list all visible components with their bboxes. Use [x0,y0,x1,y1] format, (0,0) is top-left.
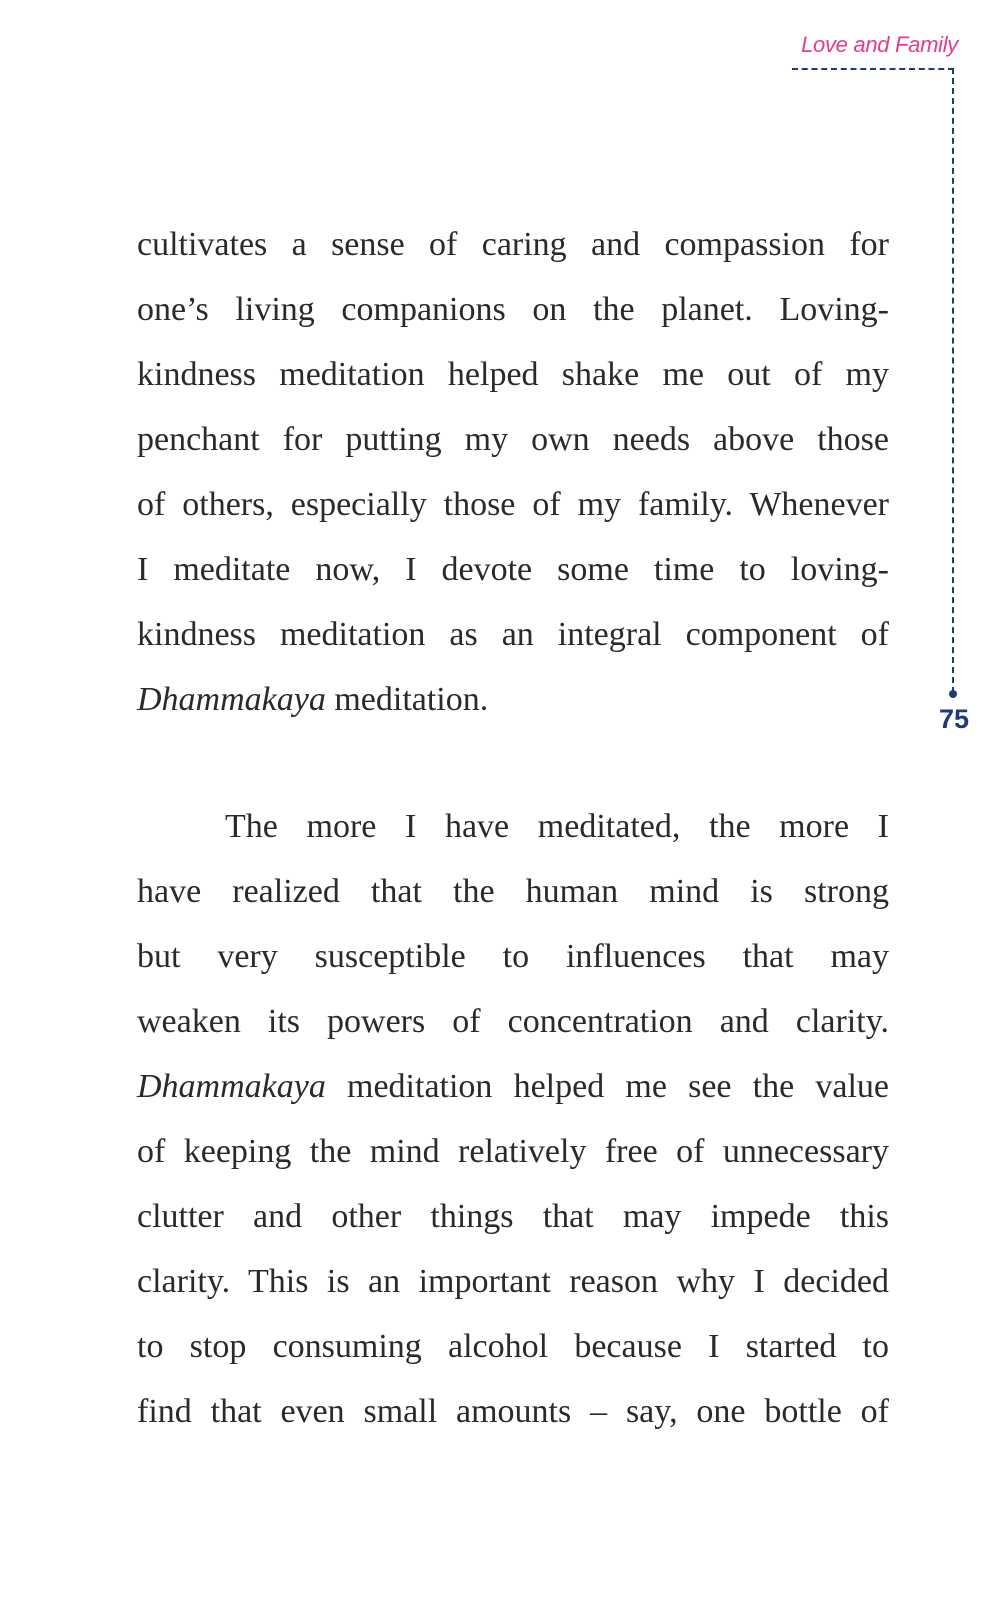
text-line: kindness meditation helped shake me out of my [137,356,889,393]
text-line: weaken its powers of concentration and clarity. [137,1003,889,1040]
text-run: meditation helped me see the value [325,1068,889,1105]
text-line: one’s living companions on the planet. Loving- [137,291,889,328]
text-line: of others, especially those of my family. Whenever [137,486,889,523]
text-line: but very susceptible to influences that may [137,938,889,975]
text-line [137,667,889,732]
text-line: have realized that the human mind is strong [137,873,889,910]
header-dashed-rule [792,68,954,70]
text-line: find that even small amounts – say, one bottle of [137,1393,889,1430]
paragraph-2 [137,794,889,1444]
text-line: of keeping the mind relatively free of unnecessary [137,1133,889,1170]
text-line: clutter and other things that may impede this [137,1198,889,1235]
paragraph-1 [137,212,889,732]
rule-end-dot [949,690,957,698]
text-line: kindness meditation as an integral component of [137,616,889,653]
text-run: meditation. [325,681,489,718]
italic-term: Dhammakaya [137,681,326,718]
text-line: The more I have meditated, the more I [225,808,889,845]
text-line: penchant for putting my own needs above those [137,421,889,458]
text-line: I meditate now, I devote some time to loving- [137,551,889,588]
margin-dashed-rule [952,68,954,693]
page-number: 75 [938,704,970,734]
text-line: to stop consuming alcohol because I started to [137,1328,889,1365]
italic-term: Dhammakaya [137,1068,326,1105]
running-header: Love and Family [801,32,958,57]
text-line: cultivates a sense of caring and compassion for [137,226,889,263]
text-line [137,1054,889,1119]
text-line: clarity. This is an important reason why I decided [137,1263,889,1300]
